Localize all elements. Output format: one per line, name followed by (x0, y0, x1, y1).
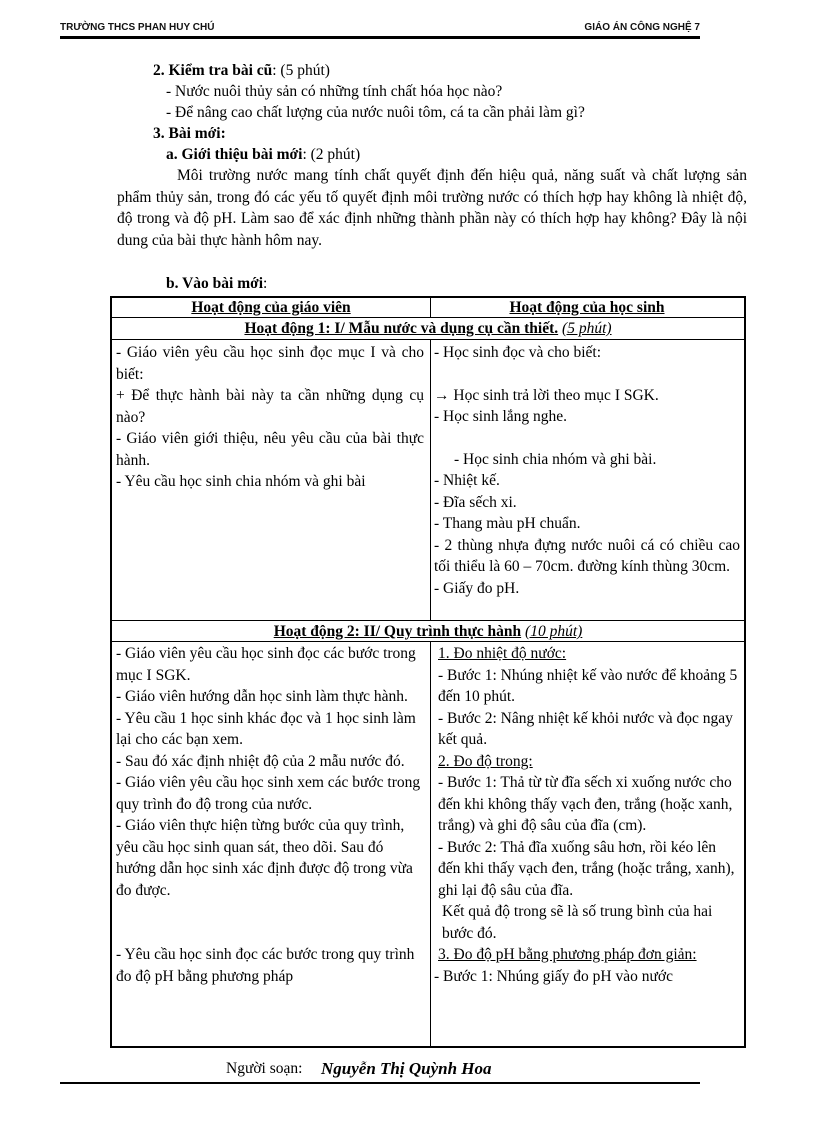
column-divider (430, 298, 431, 318)
list-item: - Học sinh chia nhóm và ghi bài. (454, 450, 657, 468)
list-item: - Giáo viên hướng dẫn học sinh làm thực hành. (116, 688, 408, 705)
intro-title: a. Giới thiệu bài mới (166, 146, 303, 163)
list-item: - Yêu cầu 1 học sinh khác đọc và 1 học sinh làm lại cho các bạn xem. (116, 709, 416, 748)
list-item: - Yêu cầu học sinh đọc các bước trong quy trình đo độ pH bằng phương pháp (116, 946, 415, 985)
column-divider (430, 642, 431, 1046)
list-item: - 2 thùng nhựa đựng nước nuôi cá có chiều cao tối thiểu là 60 – 70cm. đường kính thùng 30cm. (434, 536, 740, 575)
new-lesson-title: b. Vào bài mới (166, 275, 264, 292)
author-signature: Nguyễn Thị Quỳnh Hoa (321, 1059, 492, 1078)
activity-table (110, 296, 746, 1048)
list-item: - Giáo viên yêu cầu học sinh xem các bước trong quy trình đo độ trong của nước. (116, 774, 421, 813)
column-divider (430, 340, 431, 620)
activity-1-title-row (112, 318, 744, 340)
list-item: - Giáo viên thực hiện từng bước của quy trình, yêu cầu học sinh quan sát, theo dõi. Sau đó hướng dẫn học sinh xác định được độ trong vừa đo được. (116, 817, 413, 899)
table-header-row (112, 298, 744, 318)
activity-2-teacher-cell (116, 643, 424, 987)
list-item: - Giáo viên yêu cầu học sinh đọc mục I và cho biết: (116, 344, 424, 383)
list-item: 1. Đo nhiệt độ nước: (438, 645, 567, 662)
list-item: - Giáo viên yêu cầu học sinh đọc các bước trong mục I SGK. (116, 645, 416, 684)
list-item: → Học sinh trả lời theo mục I SGK. (434, 386, 659, 404)
activity-1-teacher-cell (116, 342, 424, 493)
intro-paragraph: Môi trường nước mang tính chất quyết định đến hiệu quả, năng suất và chất lượng sản phẩm thủy sản, trong đó các yếu tố quyết định môi trường nước có thích hợp hay không là nhiệt độ, độ trong và độ pH. Làm sao để xác định những thành phần này có thích hợp hay không? Đây là nội dung của bài thực hành hôm nay. (117, 167, 747, 249)
section-2-time: : (5 phút) (272, 62, 330, 79)
list-item: + Để thực hành bài này ta cần những dụng cụ nào? (116, 387, 424, 426)
list-item: - Bước 2: Nâng nhiệt kế khỏi nước và đọc ngay kết quả. (438, 709, 733, 748)
list-item: Kết quả độ trong sẽ là số trung bình của hai bước đó. (442, 903, 713, 942)
activity-2-time: (10 phút) (525, 623, 583, 640)
list-item: - Giáo viên giới thiệu, nêu yêu cầu của bài thực hành. (116, 430, 424, 469)
col-header-student: Hoạt động của học sinh (509, 299, 665, 316)
review-question-1: - Nước nuôi thủy sản có những tính chất hóa học nào? (166, 83, 503, 100)
section-2-title: 2. Kiểm tra bài cũ (153, 62, 273, 79)
intro-heading (166, 145, 360, 165)
list-item: - Nhiệt kế. (434, 472, 500, 489)
review-question-2: - Để nâng cao chất lượng của nước nuôi tôm, cá ta cần phải làm gì? (166, 104, 585, 121)
list-item: - Thang màu pH chuẩn. (434, 515, 581, 532)
list-item: 2. Đo độ trong: (438, 752, 533, 770)
list-item: - Đĩa sếch xi. (434, 493, 517, 511)
new-lesson-heading (166, 274, 267, 294)
activity-1-student-cell (434, 342, 740, 599)
list-item: - Sau đó xác định nhiệt độ của 2 mẫu nước đó. (116, 752, 405, 770)
section-2-heading (153, 61, 330, 81)
list-item: - Bước 1: Thả từ từ đĩa sếch xi xuống nước cho đến khi không thấy vạch đen, trắng (hoặc xanh, trắng) và ghi độ sâu của đĩa (cm). (438, 774, 733, 834)
activity-1-title: Hoạt động 1: I/ Mẫu nước và dụng cụ cần thiết. (244, 320, 559, 337)
intro-time: : (2 phút) (302, 146, 361, 163)
page-footer (60, 1060, 700, 1084)
list-item: - Học sinh đọc và cho biết: (434, 344, 602, 361)
list-item: - Học sinh lắng nghe. (434, 408, 568, 425)
list-item: 3. Đo độ pH bằng phương pháp đơn giản: (438, 946, 697, 963)
school-name: TRƯỜNG THCS PHAN HUY CHÚ (60, 22, 215, 33)
activity-2-title-row (112, 620, 744, 642)
activity-2-student-cell (434, 643, 740, 987)
list-item: - Giấy đo pH. (434, 579, 520, 597)
list-item: - Bước 1: Nhúng nhiệt kế vào nước để khoảng 5 đến 10 phút. (438, 666, 738, 705)
new-lesson-colon: : (263, 275, 268, 292)
subject-title: GIÁO ÁN CÔNG NGHỆ 7 (584, 22, 700, 33)
activity-1-time: (5 phút) (562, 320, 612, 337)
list-item: - Yêu cầu học sinh chia nhóm và ghi bài (116, 473, 366, 490)
col-header-teacher: Hoạt động của giáo viên (191, 299, 351, 316)
author-label: Người soạn: (226, 1060, 303, 1077)
page-header (60, 22, 700, 39)
activity-2-title: Hoạt động 2: II/ Quy trình thực hành (273, 623, 522, 640)
list-item: - Bước 1: Nhúng giấy đo pH vào nước (434, 967, 673, 985)
section-3-title: 3. Bài mới: (153, 125, 226, 142)
list-item: - Bước 2: Thả đĩa xuống sâu hơn, rồi kéo lên đến khi thấy vạch đen, trắng (hoặc trắng, xanh), ghi lại độ sâu của đĩa. (438, 838, 735, 899)
